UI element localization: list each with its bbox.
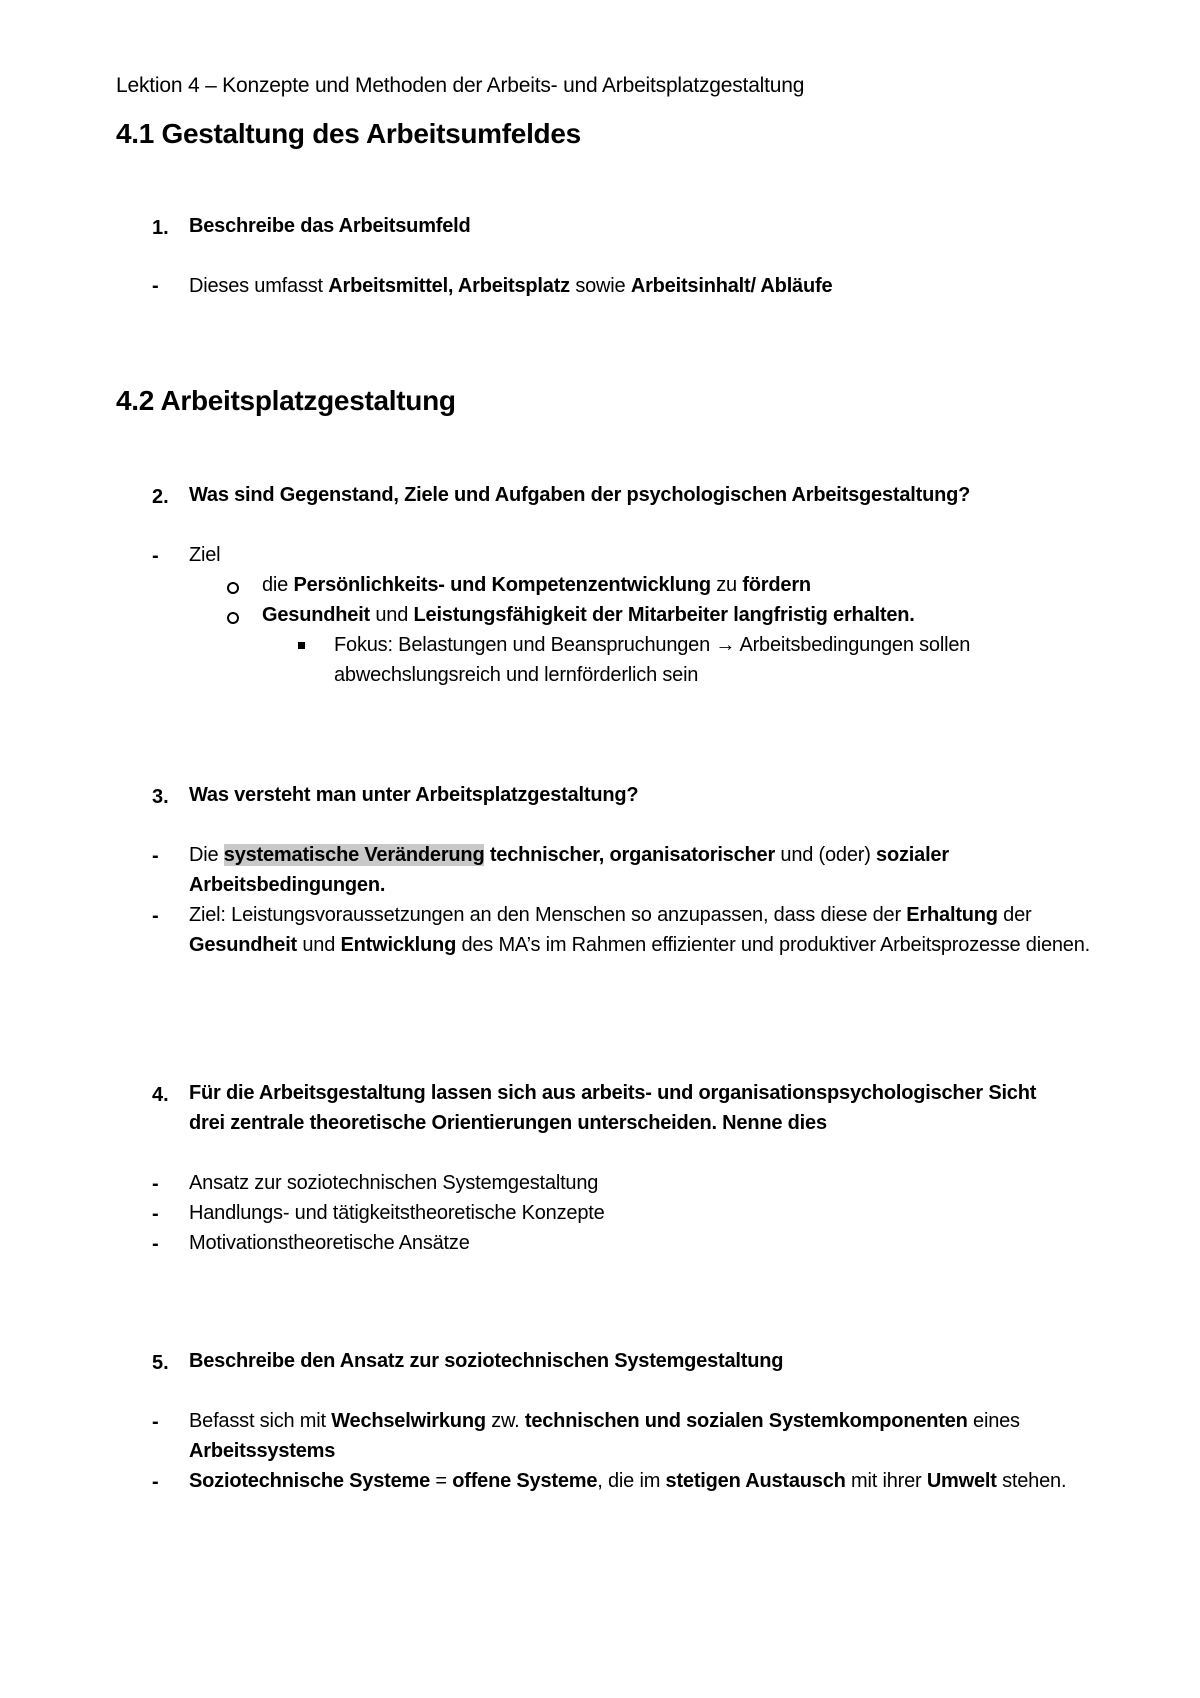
question-text: Was versteht man unter Arbeitsplatzgestaltung? — [189, 784, 639, 806]
bullet-dash: - — [152, 1233, 159, 1255]
answer-item: Die systematische Veränderung technischer, organisatorischer und (oder) sozialer Arbeitsbedingungen. — [189, 844, 949, 896]
question-text: Beschreibe den Ansatz zur soziotechnischen Systemgestaltung — [189, 1350, 784, 1372]
question-number: 2. — [152, 486, 169, 508]
arrow-right-icon: → — [715, 634, 736, 656]
circle-bullet-icon — [227, 612, 239, 624]
sub-item: die Persönlichkeits- und Kompetenzentwicklung zu fördern — [262, 574, 811, 596]
section-heading-4-2: 4.2 Arbeitsplatzgestaltung — [116, 385, 456, 416]
question-number: 3. — [152, 786, 169, 808]
sub-item: Gesundheit und Leistungsfähigkeit der Mitarbeiter langfristig erhalten. — [262, 604, 915, 626]
list-item: Motivationstheoretische Ansätze — [189, 1232, 470, 1254]
question-text: Beschreibe das Arbeitsumfeld — [189, 215, 471, 237]
answer-item: Befasst sich mit Wechselwirkung zw. technischen und sozialen Systemkomponenten eines Arbeitssystems — [189, 1410, 1020, 1462]
question-number: 1. — [152, 217, 169, 239]
answer-item: Ziel — [189, 544, 221, 566]
list-item: Ansatz zur soziotechnischen Systemgestaltung — [189, 1172, 599, 1194]
answer-item: Soziotechnische Systeme = offene Systeme, die im stetigen Austausch mit ihrer Umwelt stehen. — [189, 1470, 1067, 1492]
question-number: 5. — [152, 1352, 169, 1374]
list-item: Handlungs- und tätigkeitstheoretische Konzepte — [189, 1202, 605, 1224]
square-bullet-icon — [298, 642, 305, 649]
bullet-dash: - — [152, 845, 159, 867]
highlighted-text: systematische Veränderung — [223, 844, 485, 866]
section-heading-4-1: 4.1 Gestaltung des Arbeitsumfeldes — [116, 118, 581, 149]
page-header: Lektion 4 – Konzepte und Methoden der Arbeits- und Arbeitsplatzgestaltung — [116, 74, 805, 97]
sub-sub-item: Fokus: Belastungen und Beanspruchungen → Arbeitsbedingungen sollen abwechslungsreich und lernförderlich sein — [334, 634, 971, 686]
bullet-dash: - — [152, 1203, 159, 1225]
bullet-dash: - — [152, 1411, 159, 1433]
bullet-dash: - — [152, 1471, 159, 1493]
bullet-dash: - — [152, 1173, 159, 1195]
bullet-dash: - — [152, 545, 159, 567]
question-number: 4. — [152, 1084, 169, 1106]
question-text: Für die Arbeitsgestaltung lassen sich aus arbeits- und organisationspsychologischer Sicht — [189, 1082, 1037, 1104]
answer-item: Dieses umfasst Arbeitsmittel, Arbeitsplatz sowie Arbeitsinhalt/ Abläufe — [189, 275, 833, 297]
circle-bullet-icon — [227, 582, 239, 594]
bullet-dash: - — [152, 275, 159, 297]
question-text: drei zentrale theoretische Orientierungen unterscheiden. Nenne dies — [189, 1112, 827, 1134]
answer-item: Ziel: Leistungsvoraussetzungen an den Menschen so anzupassen, dass diese der Erhaltung der Gesundheit und Entwicklung des MA’s im Rahmen effizienter und produktiver Arbeitsprozesse dienen. — [189, 904, 1091, 956]
bullet-dash: - — [152, 905, 159, 927]
question-text: Was sind Gegenstand, Ziele und Aufgaben der psychologischen Arbeitsgestaltung? — [189, 484, 971, 506]
